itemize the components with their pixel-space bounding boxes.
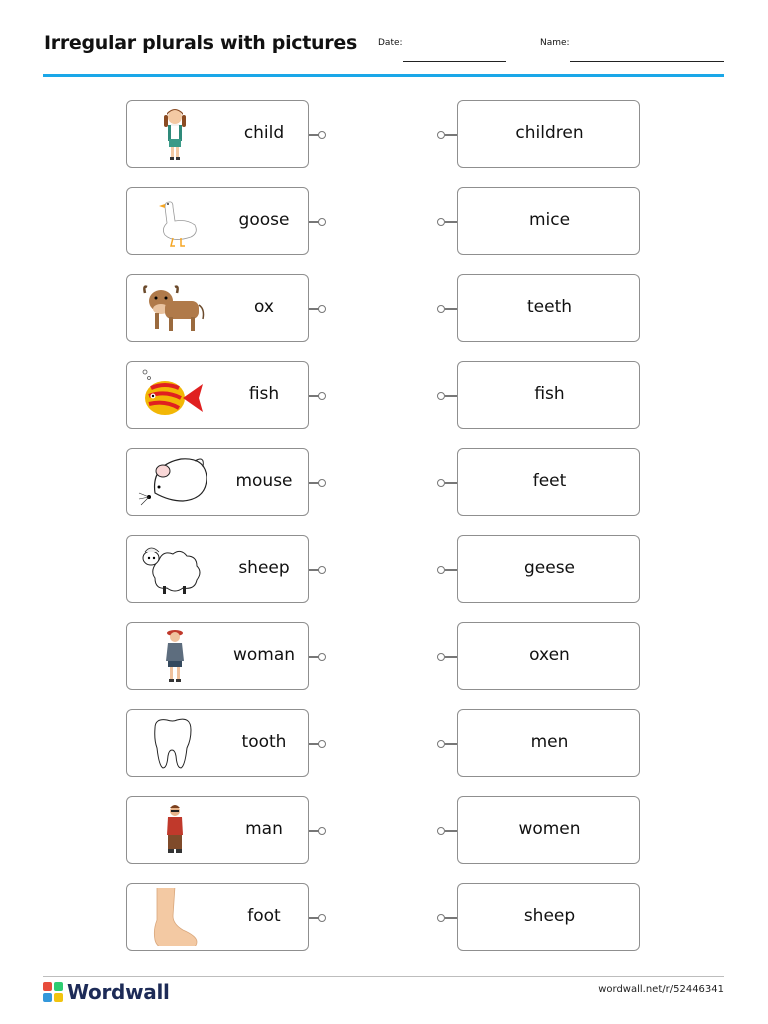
left-connector[interactable]	[309, 913, 329, 923]
right-word: sheep	[523, 906, 576, 926]
foot-icon	[135, 888, 207, 946]
wordwall-logo-icon	[43, 982, 63, 1002]
fish-icon	[135, 366, 207, 424]
left-word: fish	[248, 384, 280, 404]
man-icon	[135, 801, 207, 859]
mouse-icon	[135, 453, 207, 511]
right-card-5[interactable]	[457, 448, 640, 516]
right-connector[interactable]	[439, 826, 459, 836]
header-divider	[43, 74, 724, 77]
right-word: geese	[523, 558, 576, 578]
left-connector[interactable]	[309, 130, 329, 140]
worksheet-header	[0, 0, 768, 80]
right-connector[interactable]	[439, 217, 459, 227]
right-word: oxen	[529, 645, 570, 665]
right-connector[interactable]	[439, 913, 459, 923]
right-word: feet	[532, 471, 567, 491]
right-card-7[interactable]	[457, 622, 640, 690]
brand-name: Wordwall	[67, 980, 170, 1004]
right-card-8[interactable]	[457, 709, 640, 777]
left-connector[interactable]	[309, 565, 329, 575]
name-label: Name:	[540, 38, 570, 48]
left-word: sheep	[238, 558, 290, 578]
left-word: ox	[254, 297, 274, 317]
goose-icon	[135, 192, 207, 250]
left-connector[interactable]	[309, 217, 329, 227]
left-card-child[interactable]	[126, 100, 309, 168]
date-field[interactable]	[403, 61, 506, 62]
right-connector[interactable]	[439, 565, 459, 575]
tooth-icon	[135, 714, 207, 772]
right-word: mice	[528, 210, 571, 230]
left-card-goose[interactable]	[126, 187, 309, 255]
ox-icon	[135, 279, 207, 337]
right-card-2[interactable]	[457, 187, 640, 255]
right-word: teeth	[526, 297, 573, 317]
right-connector[interactable]	[439, 130, 459, 140]
left-word: child	[243, 123, 285, 143]
left-card-fish[interactable]	[126, 361, 309, 429]
right-card-9[interactable]	[457, 796, 640, 864]
right-connector[interactable]	[439, 478, 459, 488]
left-card-woman[interactable]	[126, 622, 309, 690]
right-connector[interactable]	[439, 304, 459, 314]
page-title: Irregular plurals with pictures	[44, 32, 357, 54]
left-card-foot[interactable]	[126, 883, 309, 951]
wordwall-logo[interactable]	[43, 981, 170, 1003]
left-card-man[interactable]	[126, 796, 309, 864]
left-connector[interactable]	[309, 739, 329, 749]
left-word: goose	[238, 210, 290, 230]
date-label: Date:	[378, 38, 403, 48]
right-word: men	[530, 732, 569, 752]
left-word: woman	[232, 645, 296, 665]
left-connector[interactable]	[309, 478, 329, 488]
name-field[interactable]	[570, 61, 724, 62]
left-card-ox[interactable]	[126, 274, 309, 342]
right-word: children	[515, 123, 584, 143]
child-icon	[135, 105, 207, 163]
left-card-mouse[interactable]	[126, 448, 309, 516]
right-word: women	[518, 819, 581, 839]
right-connector[interactable]	[439, 391, 459, 401]
right-connector[interactable]	[439, 652, 459, 662]
right-card-4[interactable]	[457, 361, 640, 429]
left-connector[interactable]	[309, 826, 329, 836]
activity-url[interactable]: wordwall.net/r/52446341	[598, 984, 724, 995]
sheep-icon	[135, 540, 207, 598]
left-connector[interactable]	[309, 652, 329, 662]
woman-icon	[135, 627, 207, 685]
left-word: man	[245, 819, 283, 839]
footer-divider	[43, 976, 724, 977]
left-word: tooth	[241, 732, 287, 752]
left-card-sheep[interactable]	[126, 535, 309, 603]
left-card-tooth[interactable]	[126, 709, 309, 777]
right-card-1[interactable]	[457, 100, 640, 168]
left-connector[interactable]	[309, 391, 329, 401]
right-card-10[interactable]	[457, 883, 640, 951]
right-card-3[interactable]	[457, 274, 640, 342]
left-connector[interactable]	[309, 304, 329, 314]
left-word: mouse	[235, 471, 293, 491]
left-word: foot	[247, 906, 281, 926]
right-connector[interactable]	[439, 739, 459, 749]
right-word: fish	[534, 384, 565, 404]
right-card-6[interactable]	[457, 535, 640, 603]
